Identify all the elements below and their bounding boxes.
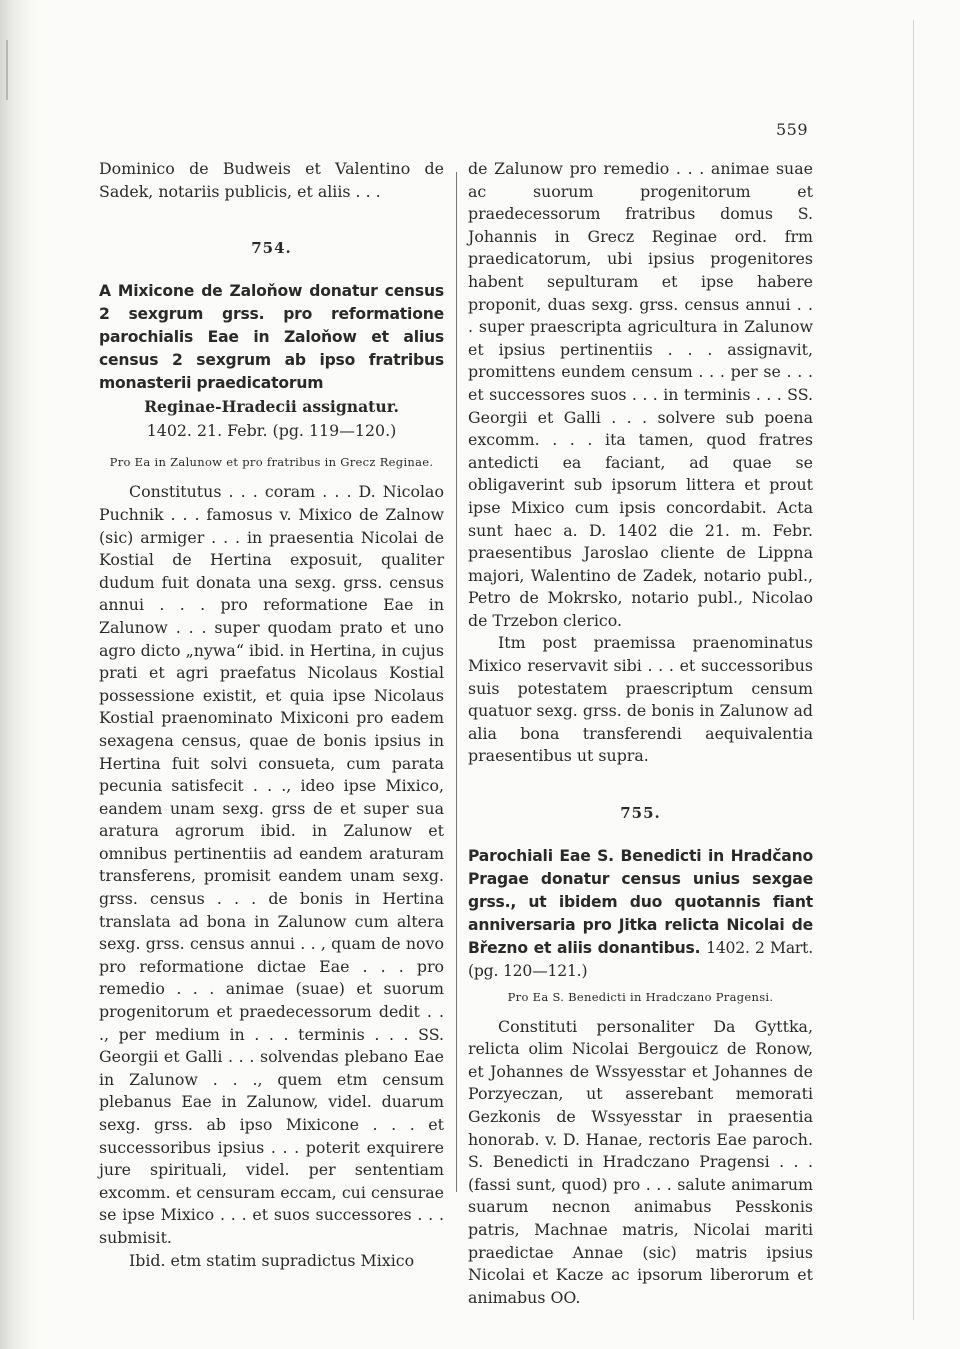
entry-754-heading-last-line: Reginae-Hradecii assignatur. xyxy=(144,396,399,416)
column-divider xyxy=(456,172,457,1192)
entry-754-closing: Ibid. etm statim supradictus Mixico xyxy=(129,1250,415,1270)
continuation-paragraph: de Zalunow pro remedio . . . animae suae ac suorum progenitorum et praedecessorum fratribus domus S. Johannis in Grecz Reginae ord. frm praedicatorum, ubi ipsius progenitores habent sepulturam et ipse habere proponit, duas sexg. grss. census annui . . . super praescripta agricultura in Zalunow et ipsius pertinentiis . . . assignavit, promittens eundem censum . . . per se . . . et successores suos . . . in terminis . . . SS. Georgii et Galli . . . solvere sub poena excomm. . . . ita tamen, quod fratres antedicti ea faciant, ad quae se obligaverint sub ipsorum littera et prout ipse Mixico cum ipsis concordabit. Acta sunt haec a. D. 1402 die 21. m. Febr. praesentibus Jaroslao cliente de Lippna majori, Walentino de Zadek, notario publ., Petro de Mokrsko, notario publ., Nicolao de Trzebon clerico. xyxy=(468,159,813,630)
scan-edge xyxy=(0,0,40,1349)
entry-number-755: 755. xyxy=(620,804,661,823)
entry-755-body: Constituti personaliter Da Gyttka, relicta olim Nicolai Bergouicz de Ronow, et Johannes de Wssyesstar et Johannes de Porzyeczan, ut asserebant memorati Gezkonis de Wssyesstar in praesentia honorab. v. D. Hanae, rectoris Eae paroch. S. Benedicti in Hradczano Pragensi . . . (fassi sunt, quod) pro . . . salute animarum suarum necnon animabus Pesskonis patris, Machnae matris, Nicolai mariti praedictae Annae (sic) matris ipsius Nicolai et Kacze ac ipsorum liberorum et animabus OO. xyxy=(468,1016,813,1307)
entry-754-date: 1402. 21. Febr. (pg. 119—120.) xyxy=(146,420,397,440)
entry-755-rubric: Pro Ea S. Benedicti in Hradczano Pragensi. xyxy=(507,989,774,1004)
intro-paragraph: Dominico de Budweis et Valentino de Sadek, notariis publicis, et aliis . . . xyxy=(99,159,444,201)
page-edge-line xyxy=(913,20,914,1320)
second-paragraph: Itm post praemissa praenominatus Mixico reservavit sibi . . . et successoribus suis potestatem praescriptum censum quatuor sexg. grss. de bonis in Zalunow ad alia bona transferendi aequivalentia praesentibus ut supra. xyxy=(468,633,813,766)
left-column xyxy=(99,158,444,1272)
entry-754-body: Constitutus . . . coram . . . D. Nicolao Puchnik . . . famosus v. Mixico de Zalnow (sic) armiger . . . in praesentia Nicolai de Kostial de Hertina exposuit, qualiter dudum fuit donata una sexg. grss. census annui . . . pro reformatione Eae in Zalunow . . . super quodam prato et uno agro dicto „nywa“ ibid. in Hertina, in cujus prati et agri praefatus Nicolaus Kostial possessione existit, et quia ipse Nicolaus Kostial praenominato Mixiconi pro eadem sexagena census, quae de bonis ipsius in Hertina fuit solvi consueta, cum parata pecunia satisfecit . . ., ideo ipse Mixico, eandem unam sexg. grss de et super sua aratura agrorum ibid. in Zalunow et omnibus pertinentiis ad eandem araturam transferens, promisit eandem unam sexg. grss. census . . . de bonis in Hertina translata ad bona in Zalunow cum altera sexg. grss. census annui . . , quam de novo pro reformatione dictae Eae . . . pro remedio . . . animae (suae) et suorum progenitorum et praedecessorum dedit . . ., per medium in . . . terminis . . . SS. Georgii et Galli . . . solvendas plebano Eae in Zalunow . . ., quem etm censum plebanus Eae in Zalunow, videl. duarum sexg. grss. ab ipso Mixicone . . . et successoribus ipsius . . . poterit exquirere jure spirituali, videl. per sententiam excomm. et censuram eccam, cui censurae se ipse Mixico . . . et suos successores . . . submisit. xyxy=(99,482,444,1247)
entry-755-heading-text: Parochiali Eae S. Benedicti in Hradčano Pragae donatur census unius sexgae grss., ut ibidem duo quotannis fiant anniversaria pro Jitka relicta Nicolai de Březno et aliis donantibus. xyxy=(468,846,813,957)
page-number: 559 xyxy=(775,120,808,139)
entry-number-754: 754. xyxy=(251,239,292,258)
entry-755-heading-date: 1402. 2 Mart. (pg. 120—121.) xyxy=(468,938,814,980)
entry-754-heading: A Mixicone de Zaloňow donatur census 2 sexgrum grss. pro reformatione parochialis Eae in Zaloňow et alius census 2 sexgrum ab ipso fratribus monasterii praedicatorum xyxy=(99,281,444,392)
right-column xyxy=(468,158,813,1309)
entry-755-heading xyxy=(468,845,813,983)
entry-754-rubric: Pro Ea in Zalunow et pro fratribus in Grecz Reginae. xyxy=(109,455,434,470)
